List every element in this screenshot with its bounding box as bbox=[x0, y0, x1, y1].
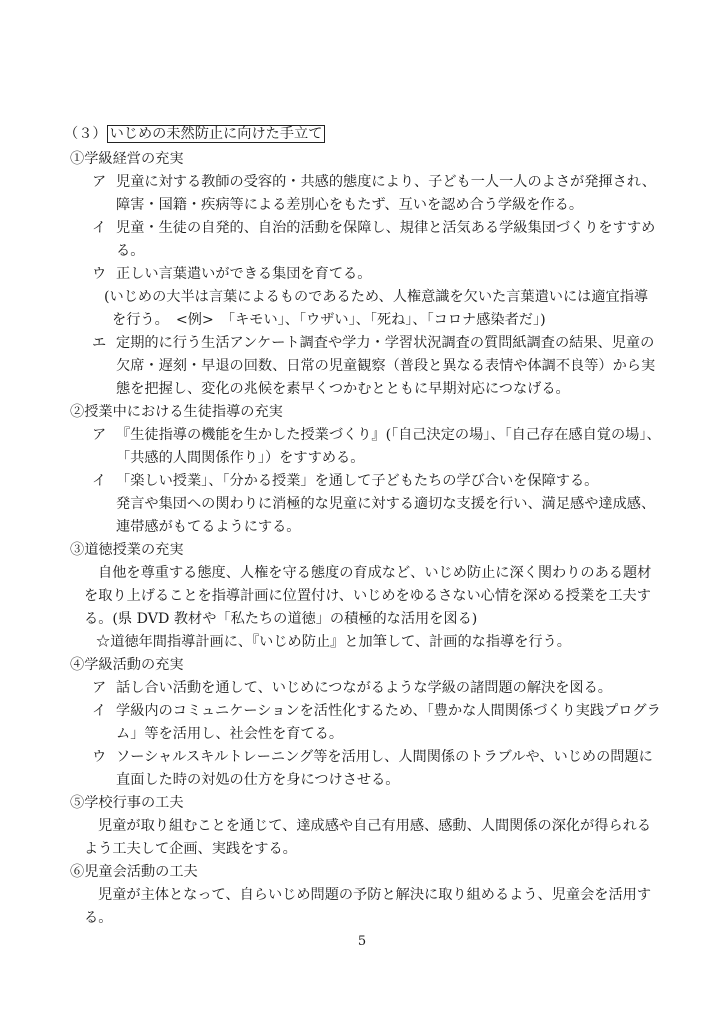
item-mark: イ bbox=[92, 220, 107, 236]
item-1-a bbox=[92, 171, 662, 217]
item-text: 児童に対する教師の受容的・共感的態度により、子ども一人一人のよさが発揮され、障害・国籍・疾病等による差別心をもたず、互いを認め合う学級を作る。 bbox=[116, 174, 656, 213]
item-mark: ア bbox=[92, 427, 107, 443]
item-mark: ア bbox=[92, 174, 107, 190]
moral-paragraph: 自他を尊重する態度、人権を守る態度の育成など、いじめ防止に深く関わりのある題材を取り上げることを指導計画に位置付け、いじめをゆるさない心情を深める授業を工夫する。(県 DVD 教材や「私たちの道徳」の積極的な活用を図る) bbox=[84, 565, 652, 627]
page-number: 5 bbox=[357, 934, 367, 949]
item-4-u bbox=[92, 746, 662, 792]
item-mark: ウ bbox=[92, 749, 107, 765]
item-1-e bbox=[92, 332, 662, 401]
heading-class-activity: ④学級活動の充実 bbox=[70, 657, 184, 673]
item-mark: イ bbox=[92, 703, 107, 719]
section-title-box: いじめの未然防止に向けた手立て bbox=[107, 125, 326, 143]
moral-star-note: ☆道徳年間指導計画に、『いじめ防止』と加筆して、計画的な指導を行う。 bbox=[96, 634, 571, 650]
item-text: 話し合い活動を通して、いじめにつながるような学級の諸問題の解決を図る。 bbox=[116, 680, 612, 696]
heading-class-guidance: ②授業中における生徒指導の充実 bbox=[70, 404, 283, 420]
item-text: 発言や集団への関わりに消極的な児童に対する適切な支援を行い、満足感や達成感、連帯感がもてるようにする。 bbox=[116, 496, 656, 535]
heading-class-management: ①学級経営の充実 bbox=[70, 151, 184, 167]
council-paragraph: 児童が主体となって、自らいじめ問題の予防と解決に取り組めるよう、児童会を活用する。 bbox=[84, 887, 652, 926]
language-note: (いじめの大半は言葉によるものであるため、人権意識を欠いた言葉遣いには適宜指導を行う。 <例> 「キモい」、「ウザい」、「死ね」、「コロナ感染者だ」) bbox=[104, 289, 649, 328]
events-paragraph: 児童が取り組むことを通じて、達成感や自己有用感、感動、人間関係の深化が得られるよう工夫して企画、実践をする。 bbox=[84, 818, 652, 857]
item-mark: エ bbox=[92, 335, 107, 351]
item-4-i bbox=[92, 700, 662, 746]
item-mark: ウ bbox=[92, 266, 107, 282]
item-mark: イ bbox=[92, 473, 107, 489]
heading-student-council: ⑥児童会活動の工夫 bbox=[70, 864, 198, 880]
item-text: ソーシャルスキルトレーニング等を活用し、人間関係のトラブルや、いじめの問題に直面した時の対処の仕方を身につけさせる。 bbox=[116, 749, 653, 788]
heading-moral-class: ③道徳授業の充実 bbox=[70, 542, 184, 558]
item-text: 「楽しい授業」、「分かる授業」を通して子どもたちの学び合いを保障する。 bbox=[116, 473, 599, 489]
section-number: （３） bbox=[64, 126, 107, 142]
item-text: 児童・生徒の自発的、自治的活動を保障し、規律と活気ある学級集団づくりをすすめる。 bbox=[116, 220, 656, 259]
item-text: 『生徒指導の機能を生かした授業づくり』(「自己決定の場」、「自己存在感自覚の場」、「共感的人間関係作り」）をすすめる。 bbox=[116, 427, 661, 466]
item-1-i bbox=[92, 217, 662, 263]
item-2-a bbox=[92, 424, 662, 470]
item-1-u bbox=[92, 263, 662, 286]
item-text: 学級内のコミュニケーションを活性化するため、「豊かな人間関係づくり実践プログラム」等を活用し、社会性を育てる。 bbox=[116, 703, 661, 742]
heading-school-events: ⑤学校行事の工夫 bbox=[70, 795, 184, 811]
item-text: 定期的に行う生活アンケート調査や学力・学習状況調査の質問紙調査の結果、児童の欠席・遅刻・早退の回数、日常の児童観察（普段と異なる表情や体調不良等）から実態を把握し、変化の兆候を素早くつかむとともに早期対応につなげる。 bbox=[116, 335, 656, 397]
item-mark: ア bbox=[92, 680, 107, 696]
section-heading bbox=[64, 123, 325, 146]
item-4-a bbox=[92, 677, 662, 700]
item-2-i-cont bbox=[92, 493, 662, 539]
item-2-i bbox=[92, 470, 662, 493]
item-text: 正しい言葉遣いができる集団を育てる。 bbox=[116, 266, 372, 282]
